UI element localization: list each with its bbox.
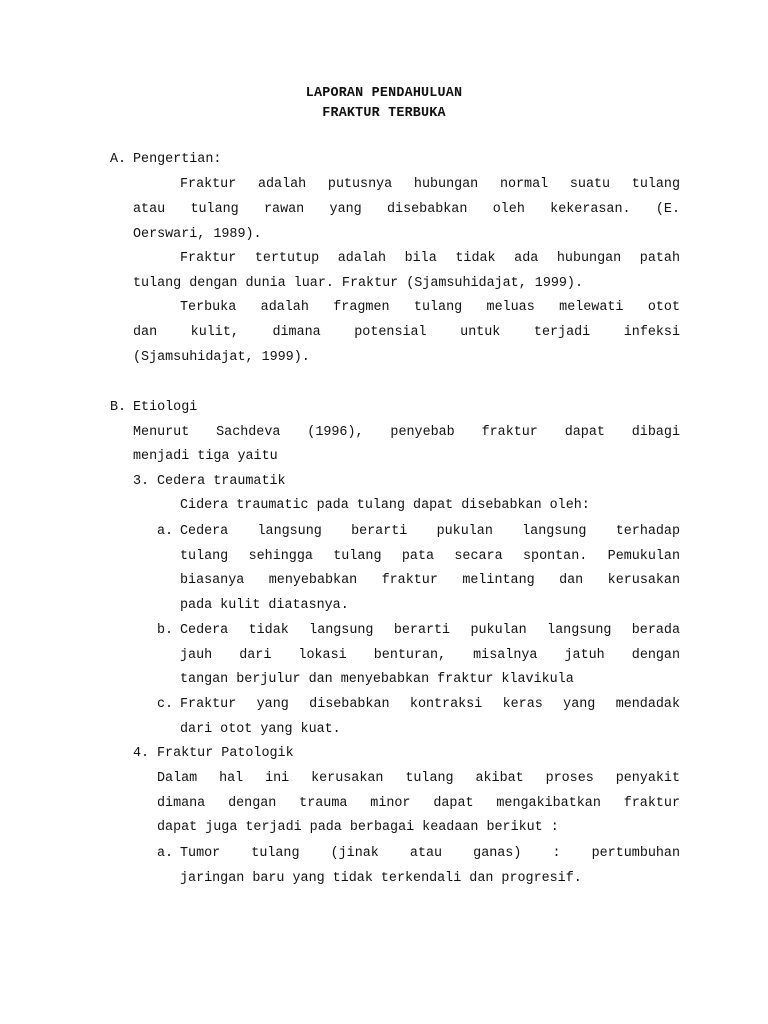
- item-3c-marker: c.: [157, 697, 174, 712]
- item-3a-line-2: tulang sehingga tulang pata secara spontan. Pemukulan: [180, 549, 680, 564]
- section-a-p1-line-3: Oerswari, 1989).: [133, 227, 262, 242]
- item-4a-marker: a.: [157, 846, 174, 861]
- item-4a-line-2: jaringan baru yang tidak terkendali dan progresif.: [180, 871, 582, 886]
- section-a-p3-line-2: dan kulit, dimana potensial untuk terjadi infeksi: [133, 325, 680, 340]
- section-a-p2-line-2: tulang dengan dunia luar. Fraktur (Sjamsuhidajat, 1999).: [133, 276, 583, 291]
- item-3a-line-1: Cedera langsung berarti pukulan langsung terhadap: [180, 524, 680, 539]
- item-3b-marker: b.: [157, 623, 174, 638]
- section-a-heading: Pengertian:: [133, 152, 222, 167]
- item-4-intro-line-1: Dalam hal ini kerusakan tulang akibat proses penyakit: [157, 771, 680, 786]
- section-b-intro-line-1: Menurut Sachdeva (1996), penyebab fraktur dapat dibagi: [133, 425, 680, 440]
- section-a-p1-line-2: atau tulang rawan yang disebabkan oleh kekerasan. (E.: [133, 202, 680, 217]
- section-b-intro-line-2: menjadi tiga yaitu: [133, 449, 278, 464]
- item-3b-line-3: tangan berjulur dan menyebabkan fraktur klavikula: [180, 672, 574, 687]
- item-4-marker: 4.: [133, 746, 150, 761]
- item-4-intro-line-2: dimana dengan trauma minor dapat mengakibatkan fraktur: [157, 796, 680, 811]
- item-3b-line-2: jauh dari lokasi benturan, misalnya jatuh dengan: [180, 648, 680, 663]
- item-3a-line-3: biasanya menyebabkan fraktur melintang dan kerusakan: [180, 573, 680, 588]
- item-4-heading: Fraktur Patologik: [157, 746, 294, 761]
- section-a-p1-line-1: Fraktur adalah putusnya hubungan normal suatu tulang: [180, 177, 680, 192]
- item-3a-marker: a.: [157, 524, 174, 539]
- item-3b-line-1: Cedera tidak langsung berarti pukulan langsung berada: [180, 623, 680, 638]
- section-b-marker: B.: [110, 400, 127, 415]
- item-4a-line-1: Tumor tulang (jinak atau ganas) : pertumbuhan: [180, 846, 680, 861]
- item-4-intro-line-3: dapat juga terjadi pada berbagai keadaan berikut :: [157, 820, 559, 835]
- item-3c-line-1: Fraktur yang disebabkan kontraksi keras yang mendadak: [180, 697, 680, 712]
- section-a-p3-line-1: Terbuka adalah fragmen tulang meluas melewati otot: [180, 300, 680, 315]
- title-line-2: FRAKTUR TERBUKA: [322, 106, 446, 121]
- item-3-intro: Cidera traumatic pada tulang dapat disebabkan oleh:: [180, 498, 590, 513]
- item-3-marker: 3.: [133, 474, 150, 489]
- section-a-p3-line-3: (Sjamsuhidajat, 1999).: [133, 350, 310, 365]
- section-a-marker: A.: [110, 152, 127, 167]
- section-b-heading: Etiologi: [133, 400, 198, 415]
- section-a-p2-line-1: Fraktur tertutup adalah bila tidak ada hubungan patah: [180, 251, 680, 266]
- item-3-heading: Cedera traumatik: [157, 474, 286, 489]
- title-line-1: LAPORAN PENDAHULUAN: [305, 86, 463, 101]
- item-3a-line-4: pada kulit diatasnya.: [180, 598, 349, 613]
- item-3c-line-2: dari otot yang kuat.: [180, 722, 341, 737]
